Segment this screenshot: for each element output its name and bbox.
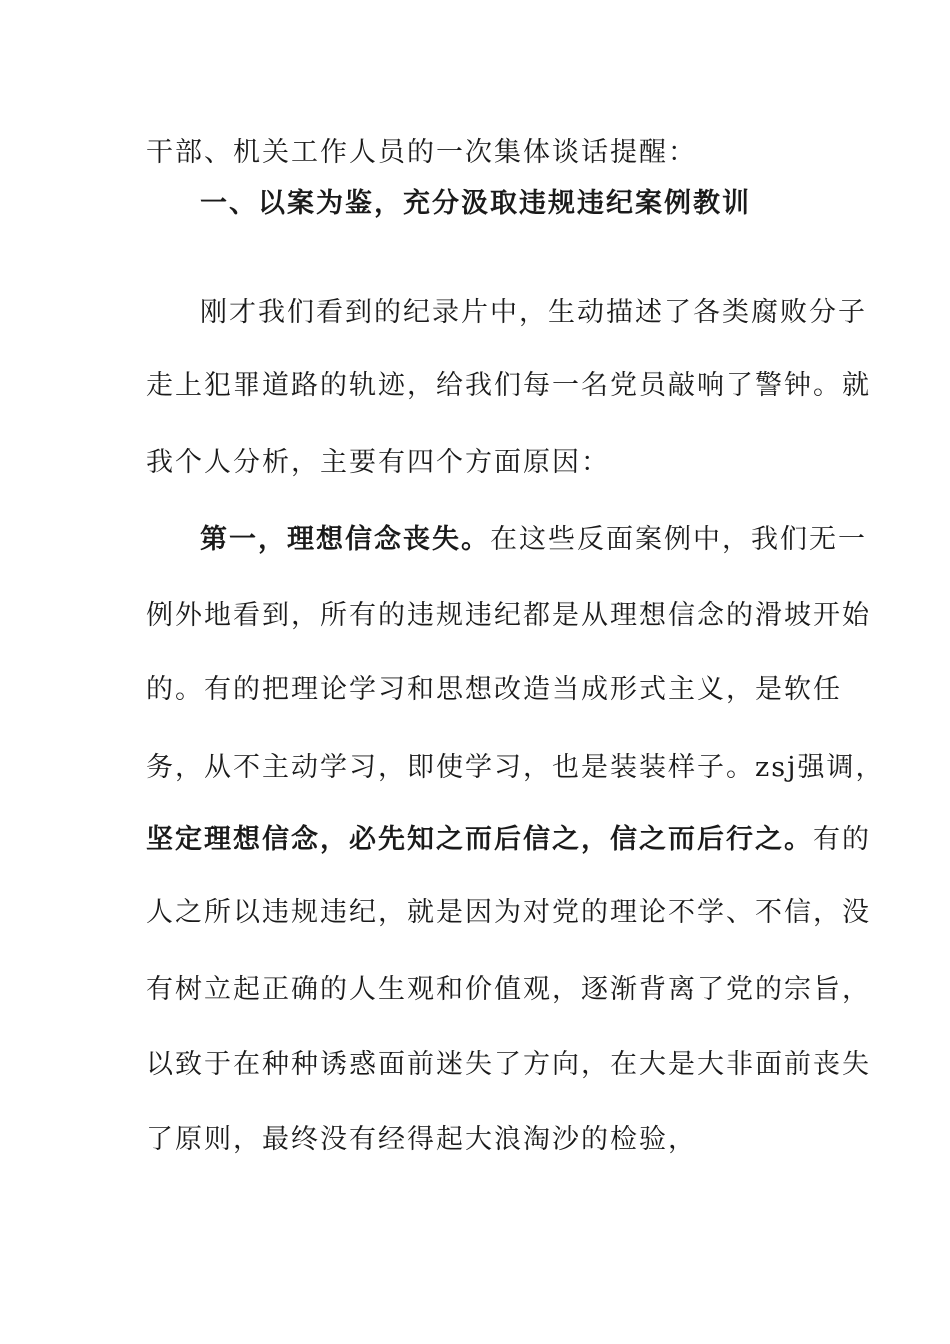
body-text-line: 以致于在种种诱惑面前迷失了方向，在大是大非面前丧失 [146,1049,871,1080]
body-text-line [146,822,871,858]
body-text-line: 走上犯罪道路的轨迹，给我们每一名党员敲响了警钟。就 [146,370,871,401]
body-text-line: 例外地看到，所有的违规违纪都是从理想信念的滑坡开始 [146,600,871,631]
body-text-line: 了原则，最终没有经得起大浪淘沙的检验， [146,1124,697,1155]
body-text-line [146,522,867,558]
bold-quote-phrase: 坚定理想信念，必先知之而后信之，信之而后行之。 [146,824,813,855]
section-heading: 一、以案为鉴，充分汲取违规违纪案例教训 [200,188,751,219]
body-text-line: 干部、机关工作人员的一次集体谈话提醒： [146,137,697,168]
body-text-line: 的。有的把理论学习和思想改造当成形式主义，是软任 [146,674,842,705]
body-text-line: 人之所以违规违纪，就是因为对党的理论不学、不信，没 [146,897,871,928]
body-text-span: 有的 [813,824,871,855]
body-text-line: 务，从不主动学习，即使学习，也是装装样子。zsj强调， [146,752,885,783]
body-text-line: 我个人分析，主要有四个方面原因： [146,447,610,478]
bold-lead-phrase: 第一，理想信念丧失。 [200,524,490,555]
body-text-line: 刚才我们看到的纪录片中，生动描述了各类腐败分子 [200,297,867,328]
body-text-span: 在这些反面案例中，我们无一 [490,524,867,555]
body-text-line: 有树立起正确的人生观和价值观，逐渐背离了党的宗旨， [146,974,871,1005]
